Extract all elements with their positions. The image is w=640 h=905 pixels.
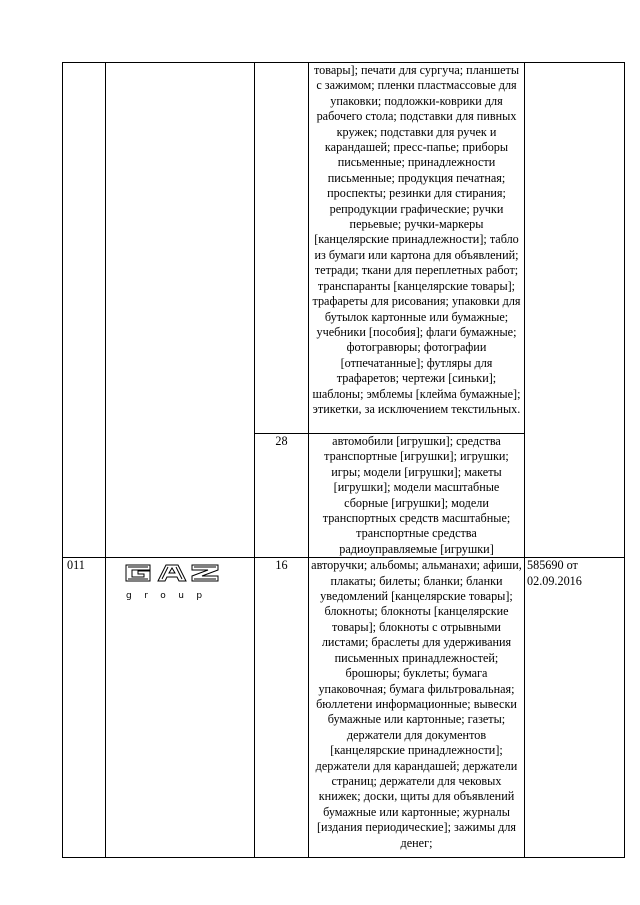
registration-cell: [525, 558, 625, 858]
gaz-wordmark-icon: [124, 562, 220, 584]
row-number-cell: [63, 63, 106, 558]
class-cell: [255, 558, 309, 858]
row-number-cell: [63, 558, 106, 858]
goods-text: товары]; печати для сургуча; планшеты с зажимом; пленки пластмассовые для упаковки; подложки-коврики для рабочего стола; подставки для пивных кружек; подставки для ручек и карандашей; пресс-папье; приборы письменные; принадлежности письменные; продукция печатная; проспекты; резинки для стирания; репродукции графические; ручки перьевые; ручки-маркеры [канцелярские принадлежности]; табло из бумаги или картона для объявлений; тетради; ткани для переплетных работ; транспаранты [канцелярские товары]; трафареты для рисования; упаковки для бутылок картонные или бумажные; учебники [пособия]; флаги бумажные; фотогравюры; фотографии [отпечатанные]; футляры для трафаретов; чертежи [синьки]; шаблоны; эмблемы [клейма бумажные]; этикетки, за исключением текстильных.: [312, 63, 521, 416]
goods-cell: [309, 63, 525, 434]
class-cell: [255, 63, 309, 434]
class-number: 28: [275, 434, 288, 448]
goods-text: автомобили [игрушки]; средства транспортные [игрушки]; игрушки; игры; модели [игрушки]; макеты [игрушки]; модели масштабные сборные [игрушки]; модели транспортных средств масштабные; транспортные средства радиоуправляемые [игрушки]: [322, 434, 511, 556]
table-row: [63, 63, 625, 434]
registration-number: 585690 от 02.09.2016: [527, 558, 582, 588]
goods-cell: [309, 434, 525, 558]
logo-cell: [106, 63, 255, 558]
goods-cell: [309, 558, 525, 858]
goods-text: авторучки; альбомы; альманахи; афиши, плакаты; билеты; бланки; бланки уведомлений [канцелярские товары]; блокноты; блокноты [канцелярские товары]; блокноты с отрывными листами; браслеты для удерживания письменных принадлежностей; брошюры; буклеты; бумага упаковочная; бумага фильтровальная; бюллетени информационные; вывески бумажные или картонные; газеты; держатели для документов [канцелярские принадлежности]; держатели для карандашей; держатели страниц; держатели для чековых книжек; доски, щиты для объявлений бумажные или картонные; журналы [издания периодические]; зажимы для денег;: [311, 558, 522, 850]
table-row: [63, 558, 625, 858]
trademark-table: [62, 62, 625, 858]
row-number: 011: [67, 558, 85, 573]
logo-cell: [106, 558, 255, 858]
registration-cell: [525, 63, 625, 558]
gaz-group-logo: [124, 562, 254, 604]
class-number: 16: [275, 558, 288, 573]
logo-subtitle: group: [126, 590, 215, 601]
class-cell: [255, 434, 309, 558]
